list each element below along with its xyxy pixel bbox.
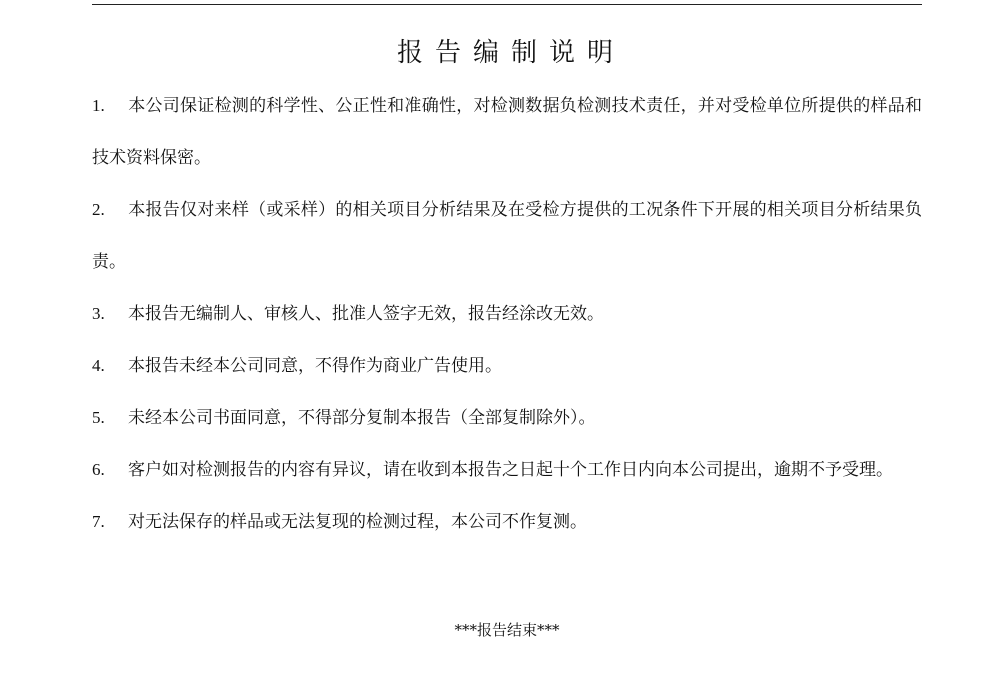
item-text: 本报告未经本公司同意，不得作为商业广告使用。 <box>128 356 502 376</box>
item-number: 4. <box>92 356 105 375</box>
item-text: 本报告仅对来样（或采样）的相关项目分析结果及在受检方提供的工况条件下开展的相关项目分析结果负责。 <box>92 200 922 272</box>
item-text: 本公司保证检测的科学性、公正性和准确性，对检测数据负检测技术责任，并对受检单位所提供的样品和技术资料保密。 <box>92 96 922 168</box>
item-number: 3. <box>92 304 105 323</box>
list-item <box>92 184 922 288</box>
item-number: 1. <box>92 96 105 115</box>
list-item <box>92 444 922 496</box>
list-item <box>92 340 922 392</box>
item-text: 客户如对检测报告的内容有异议，请在收到本报告之日起十个工作日内向本公司提出，逾期不予受理。 <box>128 460 893 480</box>
item-number: 7. <box>92 512 105 531</box>
list-item <box>92 288 922 340</box>
page-title: 报告编制说明 <box>396 38 625 68</box>
list-item <box>92 80 922 184</box>
list-item <box>92 392 922 444</box>
item-number: 2. <box>92 200 105 219</box>
item-number: 5. <box>92 408 105 427</box>
notes-list <box>92 80 922 548</box>
item-text: 未经本公司书面同意，不得部分复制本报告（全部复制除外）。 <box>128 408 596 428</box>
item-text: 对无法保存的样品或无法复现的检测过程，本公司不作复测。 <box>128 512 587 532</box>
header-rule <box>92 4 922 5</box>
item-text: 本报告无编制人、审核人、批准人签字无效，报告经涂改无效。 <box>128 304 604 324</box>
report-end-mark: ***报告结束*** <box>454 621 560 639</box>
list-item <box>92 496 922 548</box>
item-number: 6. <box>92 460 105 479</box>
